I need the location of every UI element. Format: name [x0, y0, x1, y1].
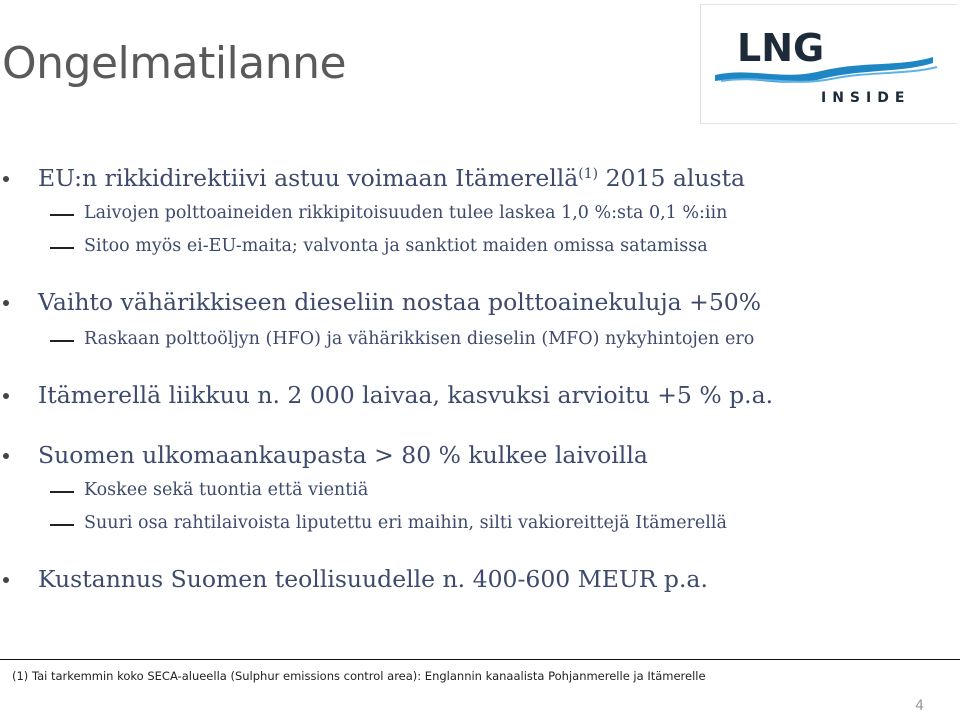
page-number: 4: [915, 698, 924, 714]
logo-sub-text: INSIDE: [821, 90, 911, 106]
sub-bullet-text: Suuri osa rahtilaivoista liputettu eri maihin, silti vakioreittejä Itämerellä: [84, 513, 727, 533]
bullet-2-text: Vaihto vähärikkiseen dieseliin nostaa polttoainekuluja +50%: [38, 288, 762, 316]
bullet-3: [38, 381, 773, 409]
bullet-4-text: Suomen ulkomaankaupasta > 80 % kulkee laivoilla: [38, 441, 648, 469]
bullet-4: [38, 441, 648, 469]
footnote: (1) Tai tarkemmin koko SECA-alueella (Sulphur emissions control area): Englannin kanaalista Pohjanmerelle ja Itämerelle: [12, 669, 706, 683]
footnote-marker: (1): [578, 166, 599, 182]
sub-bullet-1-1: [84, 203, 727, 223]
bullet-2: [38, 288, 761, 316]
dash-icon: [50, 247, 74, 249]
bullet-5: [38, 565, 708, 593]
bullet-dot-icon: [3, 176, 9, 182]
sub-bullet-text: Raskaan polttoöljyn (HFO) ja vähärikkisen dieselin (MFO) nykyhintojen ero: [84, 329, 755, 349]
lng-inside-logo: [700, 4, 957, 124]
sub-bullet-text: Koskee sekä tuontia että vientiä: [84, 480, 369, 500]
bullet-1-text: EU:n rikkidirektiivi astuu voimaan Itämerellä: [38, 164, 579, 192]
dash-icon: [50, 524, 74, 526]
bullet-1: [38, 164, 745, 192]
bullet-5-text: Kustannus Suomen teollisuudelle n. 400-600 MEUR p.a.: [38, 565, 708, 593]
bullet-dot-icon: [3, 453, 9, 459]
logo-main-text: LNG: [737, 26, 825, 70]
sub-bullet-4-2: [84, 513, 727, 533]
slide-title: Ongelmatilanne: [2, 38, 347, 89]
sub-bullet-2-1: [84, 329, 754, 349]
sub-bullet-text: Sitoo myös ei-EU-maita; valvonta ja sanktiot maiden omissa satamissa: [84, 236, 708, 256]
bullet-1-text-end: 2015 alusta: [598, 164, 746, 192]
dash-icon: [50, 491, 74, 493]
sub-bullet-4-1: [84, 480, 368, 500]
footnote-divider: [0, 659, 960, 660]
bullet-3-text: Itämerellä liikkuu n. 2 000 laivaa, kasvuksi arvioitu +5 % p.a.: [38, 381, 774, 409]
bullet-dot-icon: [3, 300, 9, 306]
bullet-dot-icon: [3, 393, 9, 399]
sub-bullet-1-2: [84, 236, 708, 256]
dash-icon: [50, 340, 74, 342]
bullet-dot-icon: [3, 577, 9, 583]
sub-bullet-text: Laivojen polttoaineiden rikkipitoisuuden tulee laskea 1,0 %:sta 0,1 %:iin: [84, 203, 728, 223]
dash-icon: [50, 214, 74, 216]
